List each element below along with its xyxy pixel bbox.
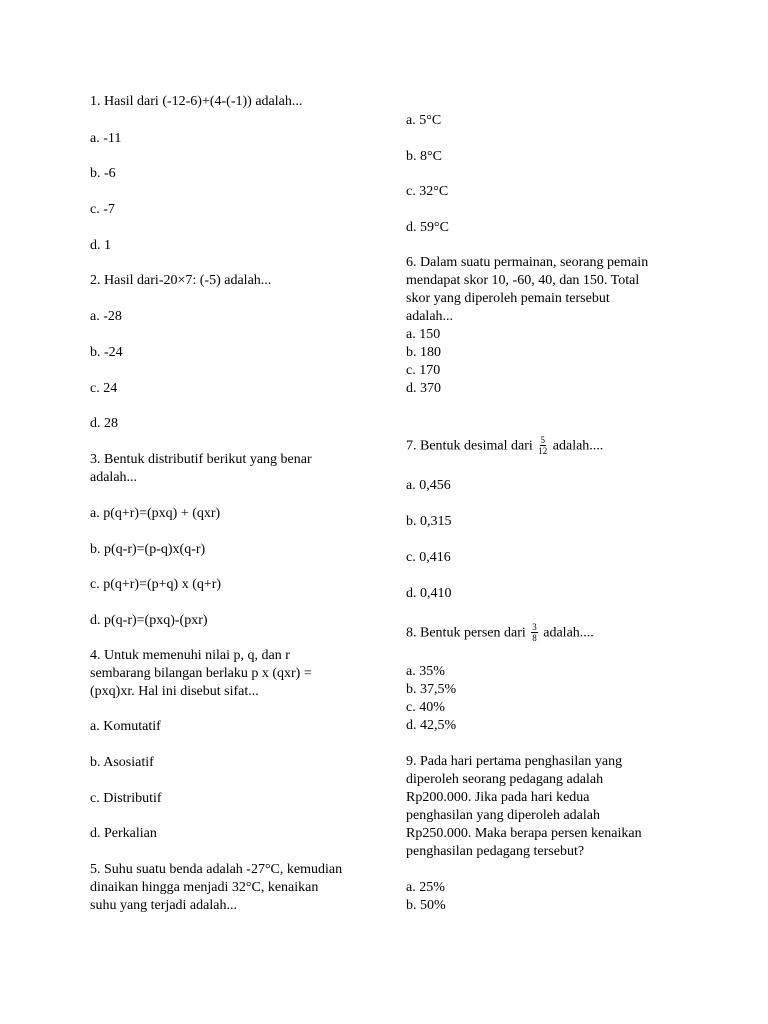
left-line: adalah... bbox=[90, 470, 138, 485]
right-line: skor yang diperoleh pemain tersebut bbox=[406, 291, 610, 306]
left-line: c. Distributif bbox=[90, 791, 162, 806]
right-line: c. 32°C bbox=[406, 184, 449, 199]
left-line: b. Asosiatif bbox=[90, 755, 154, 770]
right-line: diperoleh seorang pedagang adalah bbox=[406, 772, 604, 787]
right-line: mendapat skor 10, -60, 40, dan 150. Total bbox=[406, 273, 640, 288]
question-8-prefix: 8. Bentuk persen dari bbox=[406, 625, 526, 641]
fraction-numerator: 3 bbox=[532, 622, 537, 632]
left-line: d. Perkalian bbox=[90, 826, 157, 841]
left-line: b. p(q-r)=(p-q)x(q-r) bbox=[90, 542, 206, 557]
right-line: b. 0,315 bbox=[406, 514, 452, 529]
left-line: 2. Hasil dari-20×7: (-5) adalah... bbox=[90, 273, 272, 288]
right-line: a. 150 bbox=[406, 327, 441, 342]
left-line: 1. Hasil dari (-12-6)+(4-(-1)) adalah... bbox=[90, 94, 303, 109]
question-7 bbox=[406, 436, 603, 457]
right-line: c. 40% bbox=[406, 700, 445, 715]
question-8-suffix: adalah.... bbox=[543, 625, 594, 641]
right-line: penghasilan pedagang tersebut? bbox=[406, 844, 585, 859]
right-line: adalah... bbox=[406, 309, 454, 324]
right-line: d. 42,5% bbox=[406, 718, 457, 733]
left-line: suhu yang terjadi adalah... bbox=[90, 898, 237, 913]
right-line: c. 170 bbox=[406, 363, 441, 378]
left-line: a. -11 bbox=[90, 131, 122, 146]
right-line: d. 370 bbox=[406, 381, 441, 396]
right-line: d. 59°C bbox=[406, 220, 449, 235]
left-line: 3. Bentuk distributif berikut yang benar bbox=[90, 452, 312, 467]
right-line: 9. Pada hari pertama penghasilan yang bbox=[406, 754, 623, 769]
right-line: b. 180 bbox=[406, 345, 441, 360]
right-line: b. 37,5% bbox=[406, 682, 457, 697]
right-line: a. 0,456 bbox=[406, 478, 451, 493]
left-line: c. 24 bbox=[90, 381, 118, 396]
left-line: d. 1 bbox=[90, 238, 111, 253]
right-line: b. 8°C bbox=[406, 149, 442, 164]
right-line: a. 25% bbox=[406, 880, 445, 895]
right-line: a. 5°C bbox=[406, 113, 442, 128]
left-line: 4. Untuk memenuhi nilai p, q, dan r bbox=[90, 648, 290, 663]
left-line: b. -6 bbox=[90, 166, 116, 181]
fraction-3-8 bbox=[531, 622, 538, 643]
right-line: Rp200.000. Jika pada hari kedua bbox=[406, 790, 590, 805]
fraction-denominator: 8 bbox=[532, 633, 537, 643]
fraction-5-12 bbox=[538, 435, 547, 456]
right-line: penghasilan yang diperoleh adalah bbox=[406, 808, 600, 823]
left-line: d. 28 bbox=[90, 416, 118, 431]
left-line: (pxq)xr. Hal ini disebut sifat... bbox=[90, 684, 259, 699]
left-line: a. Komutatif bbox=[90, 719, 161, 734]
left-line: c. -7 bbox=[90, 202, 115, 217]
question-7-suffix: adalah.... bbox=[552, 438, 604, 454]
left-line: c. p(q+r)=(p+q) x (q+r) bbox=[90, 577, 222, 592]
fraction-numerator: 5 bbox=[540, 435, 546, 445]
right-line: b. 50% bbox=[406, 898, 446, 913]
left-line: a. p(q+r)=(pxq) + (qxr) bbox=[90, 506, 221, 521]
left-line: dinaikan hingga menjadi 32°C, kenaikan bbox=[90, 880, 319, 895]
right-line: c. 0,416 bbox=[406, 550, 451, 565]
question-8 bbox=[406, 623, 594, 644]
left-line: 5. Suhu suatu benda adalah -27°C, kemudian bbox=[90, 862, 343, 877]
right-line: 6. Dalam suatu permainan, seorang pemain bbox=[406, 255, 649, 270]
left-line: b. -24 bbox=[90, 345, 123, 360]
fraction-denominator: 12 bbox=[538, 446, 548, 456]
question-7-prefix: 7. Bentuk desimal dari bbox=[406, 438, 533, 454]
right-line: Rp250.000. Maka berapa persen kenaikan bbox=[406, 826, 642, 841]
left-line: sembarang bilangan berlaku p x (qxr) = bbox=[90, 666, 312, 681]
right-line: d. 0,410 bbox=[406, 586, 452, 601]
right-line: a. 35% bbox=[406, 664, 445, 679]
left-line: d. p(q-r)=(pxq)-(pxr) bbox=[90, 613, 208, 628]
left-line: a. -28 bbox=[90, 309, 122, 324]
